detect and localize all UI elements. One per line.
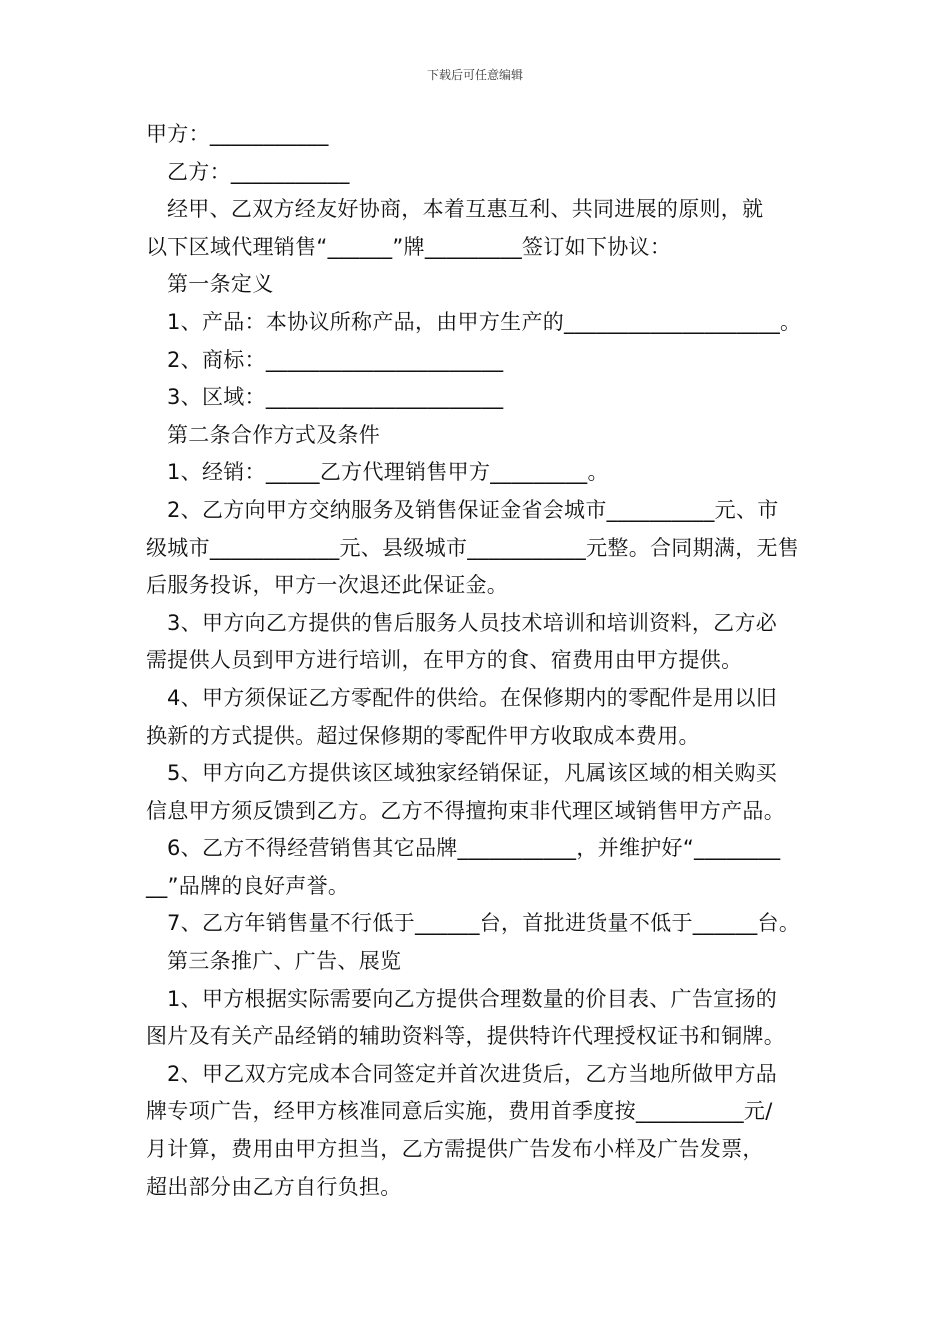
clause-line: 5、甲方向乙方提供该区域独家经销保证，凡属该区域的相关购买 — [167, 761, 778, 786]
clause-line: 7、乙方年销售量不行低于______台，首批进货量不低于______台。 — [167, 911, 801, 936]
party-b-line: 乙方：___________ — [167, 159, 350, 184]
clause-line: 换新的方式提供。超过保修期的零配件甲方收取成本费用。 — [146, 723, 700, 748]
preamble-line-1: 经甲、乙双方经友好协商，本着互惠互利、共同进展的原则，就 — [167, 197, 764, 222]
clause-line: 需提供人员到甲方进行培训，在甲方的食、宿费用由甲方提供。 — [146, 648, 743, 673]
clause-line: 2、甲乙双方完成本合同签定并首次进货后，乙方当地所做甲方品 — [167, 1061, 778, 1086]
clause-line: 3、区域：______________________ — [167, 385, 504, 410]
clause-line: 图片及有关产品经销的辅助资料等，提供特许代理授权证书和铜牌。 — [146, 1024, 785, 1049]
party-a-line: 甲方：___________ — [146, 122, 329, 146]
clause-line: 月计算，费用由甲方担当，乙方需提供广告发布小样及广告发票， — [146, 1137, 764, 1162]
clause-line: 后服务投诉，甲方一次退还此保证金。 — [146, 573, 509, 598]
clause-line: 1、产品：本协议所称产品，由甲方生产的____________________。 — [167, 309, 802, 334]
clause-line: 2、乙方向甲方交纳服务及销售保证金省会城市__________元、市 — [167, 497, 779, 522]
clause-line: 信息甲方须反馈到乙方。乙方不得擅拘束非代理区域销售甲方产品。 — [146, 798, 785, 823]
clause-line: 牌专项广告，经甲方核准同意后实施，费用首季度按__________元/ — [146, 1099, 773, 1124]
clause-line: 3、甲方向乙方提供的售后服务人员技术培训和培训资料，乙方必 — [167, 610, 778, 635]
clause-line: __”品牌的良好声誉。 — [146, 873, 350, 898]
article-3-heading: 第三条推广、广告、展览 — [167, 949, 402, 974]
clause-line: 4、甲方须保证乙方零配件的供给。在保修期内的零配件是用以旧 — [167, 685, 778, 710]
clause-line: 1、甲方根据实际需要向乙方提供合理数量的价目表、广告宣扬的 — [167, 986, 778, 1011]
page-header: 下载后可任意编辑 — [426, 68, 523, 82]
contract-body — [146, 116, 808, 1206]
clause-line: 6、乙方不得经营销售其它品牌___________，并维护好“________ — [167, 836, 781, 861]
clause-line: 超出部分由乙方自行负担。 — [146, 1174, 402, 1199]
article-2-heading: 第二条合作方式及条件 — [167, 422, 380, 447]
preamble-line-2: 以下区域代理销售“______”牌_________签订如下协议： — [146, 234, 672, 259]
article-1-heading: 第一条定义 — [167, 272, 274, 297]
clause-line: 2、商标：______________________ — [167, 347, 504, 372]
clause-line: 级城市____________元、县级城市___________元整。合同期满，无售 — [146, 535, 800, 560]
clause-line: 1、经销：_____乙方代理销售甲方_________。 — [167, 460, 609, 485]
